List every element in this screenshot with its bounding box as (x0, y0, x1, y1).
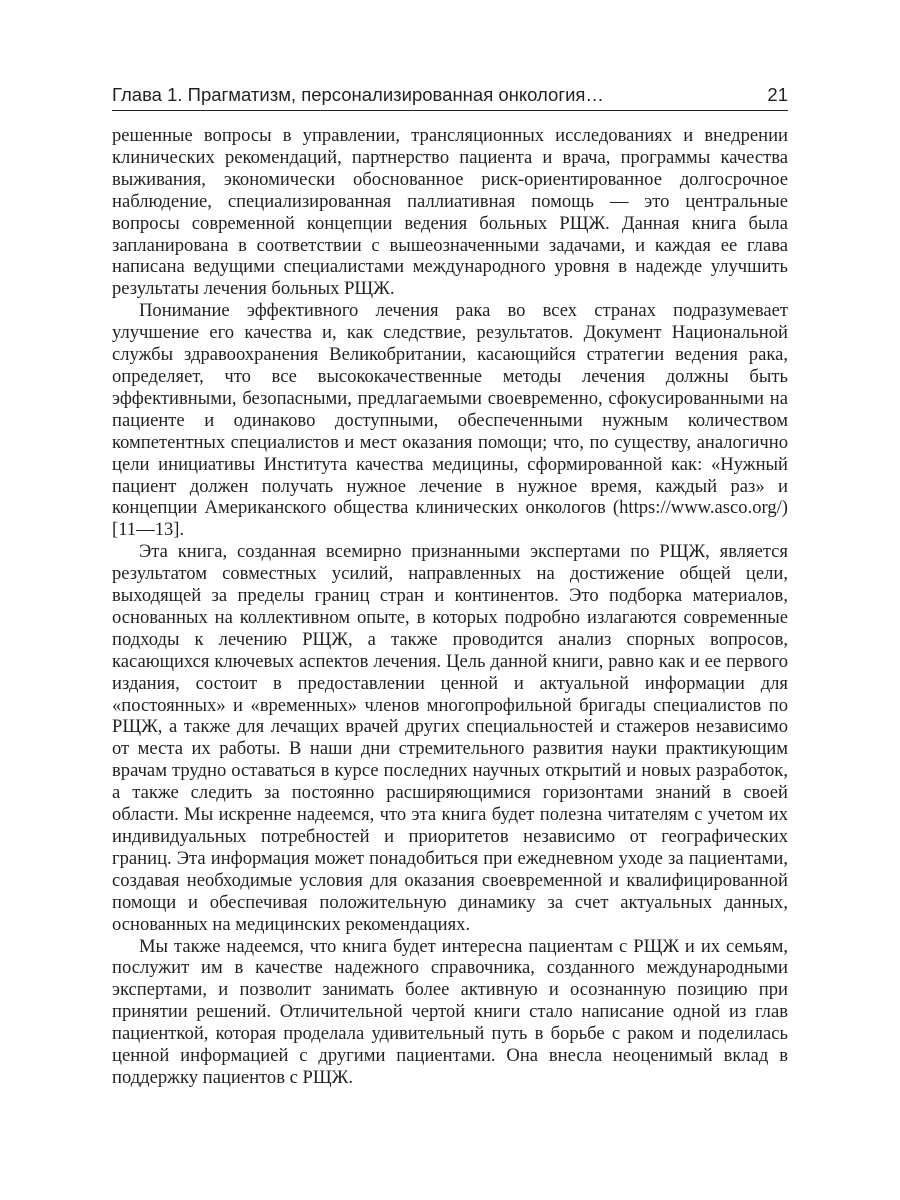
page-content (112, 84, 788, 1089)
page-number: 21 (767, 84, 788, 105)
paragraph-patients: Мы также надеемся, что книга будет интересна пациентам с РЩЖ и их семьям, послужит им в качестве надежного справочника, созданного международными экспертами, и позволит занимать более активную и осознанную позицию при принятии решений. Отличительной чертой книги стало написание одной из глав пациенткой, которая проделала удивительный путь в борьбе с раком и поделилась ценной информацией с другими пациентами. Она внесла неоценимый вклад в поддержку пациентов с РЩЖ. (112, 935, 788, 1088)
running-header (112, 84, 788, 111)
paragraph-book-purpose: Эта книга, созданная всемирно признанными экспертами по РЩЖ, является результатом совместных усилий, направленных на достижение общей цели, выходящей за пределы границ стран и континентов. Это подборка материалов, основанных на коллективном опыте, в которых подробно излагаются современные подходы к лечению РЩЖ, а также проводится анализ спорных вопросов, касающихся ключевых аспектов лечения. Цель данной книги, равно как и ее первого издания, состоит в предоставлении ценной и актуальной информации для «постоянных» и «временных» членов многопрофильной бригады специалистов по РЩЖ, а также для лечащих врачей других специальностей и стажеров независимо от места их работы. В наши дни стремительного развития науки практикующим врачам трудно оставаться в курсе последних научных открытий и новых разработок, а также следить за постоянно расширяющимися горизонтами знаний в своей области. Мы искренне надеемся, что эта книга будет полезна читателям с учетом их индивидуальных потребностей и приоритетов независимо от географических границ. Эта информация может понадобиться при ежедневном уходе за пациентами, создавая необходимые условия для оказания своевременной и квалифицированной помощи и обеспечивая положительную динамику за счет актуальных данных, основанных на медицинских рекомендациях. (112, 541, 788, 935)
paragraph-quality-of-care: Понимание эффективного лечения рака во всех странах подразумевает улучшение его качества и, как следствие, результатов. Документ Национальной службы здравоохранения Великобритании, касающийся стратегии ведения рака, определяет, что все высококачественные методы лечения должны быть эффективными, безопасными, предлагаемыми своевременно, сфокусированными на пациенте и одинаково доступными, обеспеченными нужным количеством компетентных специалистов и мест оказания помощи; что, по существу, аналогично цели инициативы Института качества медицины, сформированной как: «Нужный пациент должен получать нужное лечение в нужное время, каждый раз» и концепции Американского общества клинических онкологов (https://www.asco.org/) [11—13]. (112, 300, 788, 541)
chapter-title: Глава 1. Прагматизм, персонализированная онкология… (112, 84, 604, 105)
body-text (112, 125, 788, 1089)
paragraph-continued: решенные вопросы в управлении, трансляционных исследованиях и внедрении клинических рекомендаций, партнерство пациента и врача, программы качества выживания, экономически обоснованное риск-ориентированное долгосрочное наблюдение, специализированная паллиативная помощь — это центральные вопросы современной концепции ведения больных РЩЖ. Данная книга была запланирована в соответствии с вышеозначенными задачами, и каждая ее глава написана ведущими специалистами международного уровня в надежде улучшить результаты лечения больных РЩЖ. (112, 125, 788, 300)
